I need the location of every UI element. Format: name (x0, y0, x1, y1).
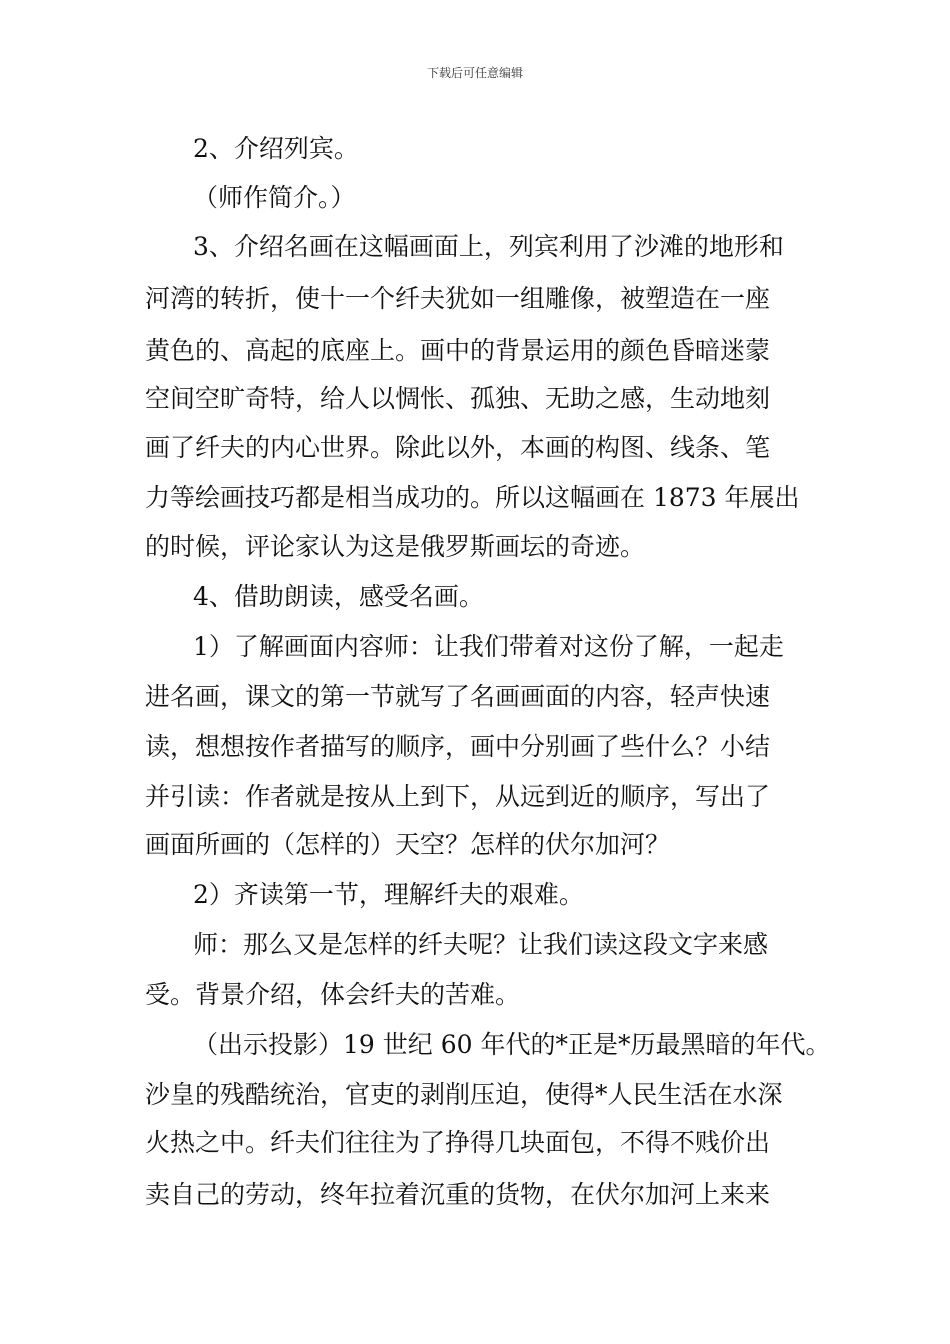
text-line: 空间空旷奇特，给人以惆怅、孤独、无助之感，生动地刻 (145, 384, 771, 413)
text-line: 沙皇的残酷统治，官吏的剥削压迫，使得*人民生活在水深 (145, 1080, 783, 1109)
text-line: （出示投影）19 世纪 60 年代的*正是*历最黑暗的年代。 (193, 1030, 831, 1059)
text-line: 黄色的、高起的底座上。画中的背景运用的颜色昏暗迷蒙 (145, 336, 771, 365)
text-line: 并引读：作者就是按从上到下，从远到近的顺序，写出了 (145, 782, 771, 811)
text-line: 读，想想按作者描写的顺序，画中分别画了些什么？小结 (145, 732, 771, 761)
text-line: 画面所画的（怎样的）天空？怎样的伏尔加河？ (145, 830, 671, 859)
text-line: 力等绘画技巧都是相当成功的。所以这幅画在 1873 年展出 (145, 483, 800, 512)
text-line: 进名画，课文的第一节就写了名画画面的内容，轻声快速 (145, 682, 771, 711)
text-line: 河湾的转折，使十一个纤夫犹如一组雕像，被塑造在一座 (145, 284, 771, 313)
text-line: 2）齐读第一节，理解纤夫的艰难。 (193, 880, 584, 909)
text-line: 火热之中。纤夫们往往为了挣得几块面包，不得不贱价出 (145, 1128, 771, 1157)
page-header: 下载后可任意编辑 (426, 66, 523, 80)
text-line: 4、借助朗读，感受名画。 (193, 582, 484, 611)
text-line: 1）了解画面内容师：让我们带着对这份了解，一起走 (193, 632, 784, 661)
text-line: 受。背景介绍，体会纤夫的苦难。 (145, 980, 521, 1009)
text-line: 的时候，评论家认为这是俄罗斯画坛的奇迹。 (145, 532, 646, 561)
text-line: 师：那么又是怎样的纤夫呢？让我们读这段文字来感 (193, 930, 769, 959)
text-line: 3、介绍名画在这幅画面上，列宾利用了沙滩的地形和 (193, 232, 784, 261)
text-line: 画了纤夫的内心世界。除此以外，本画的构图、线条、笔 (145, 433, 771, 462)
text-line: 2、介绍列宾。 (193, 134, 359, 163)
text-line: 卖自己的劳动，终年拉着沉重的货物，在伏尔加河上来来 (145, 1180, 771, 1209)
text-line: （师作简介。） (193, 183, 356, 212)
